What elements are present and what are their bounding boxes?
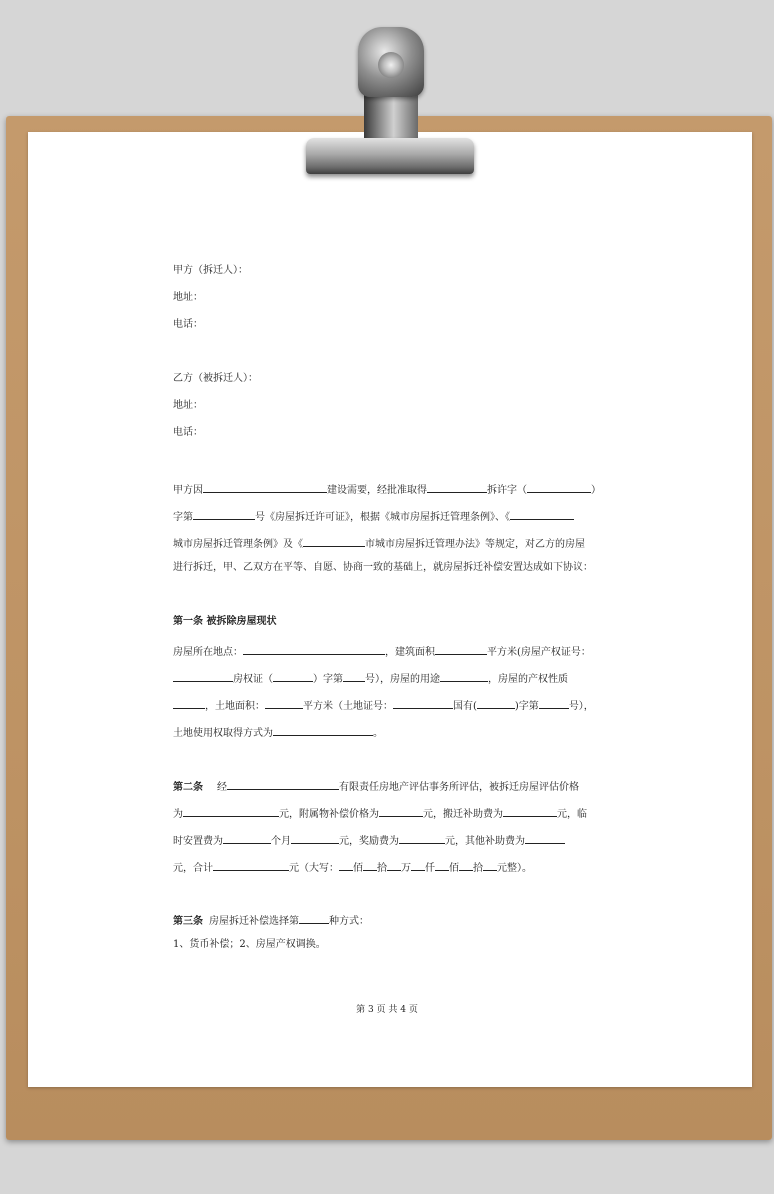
blank-field [427,482,487,493]
blank-field [539,698,569,709]
blank-field [303,536,365,547]
blank-field [299,913,329,924]
blank-field [213,860,289,871]
article-1-line-2: 房权证（ ）字第 号），房屋的用途 ，房屋的产权性质 [173,671,568,685]
blank-field [273,671,313,682]
intro-line-2: 字第 号《房屋拆迁许可证》，根据《城市房屋拆迁管理条例》、《 [173,509,574,523]
blank-field [525,833,565,844]
article-3-heading: 第三条 [173,916,203,927]
intro-line-4: 进行拆迁，甲、乙双方在平等、自愿、协商一致的基础上，就房屋拆迁补偿安置达成如下协议： [173,562,593,573]
blank-field [387,860,401,871]
blank-field [459,860,473,871]
blank-field [440,671,488,682]
blank-field [243,644,385,655]
blank-field [291,833,339,844]
blank-field [173,698,205,709]
blank-field [173,671,233,682]
blank-field [527,482,591,493]
blank-field [193,509,255,520]
blank-field [435,860,449,871]
intro-line-3: 城市房屋拆迁管理条例》及《 市城市房屋拆迁管理办法》等规定，对乙方的房屋 [173,536,585,550]
blank-field [339,860,353,871]
article-2-line-2: 为 元，附属物补偿价格为 元，搬迁补助费为 元，临 [173,806,587,820]
article-2-line-4: 元，合计 元（大写： 佰 拾 万 仟 佰 拾 元整）。 [173,860,532,874]
blank-field [363,860,377,871]
blank-field [183,806,279,817]
blank-field [227,779,339,790]
blank-field [379,806,423,817]
article-1-line-3: ，土地面积： 平方米（土地证号： 国有( )字第 号）， [173,698,594,712]
party-a-title: 甲方（拆迁人）： [173,265,248,276]
blank-field [477,698,515,709]
intro-line-1: 甲方因 建设需要，经批准取得 拆许字（ ） [173,482,601,496]
blank-field [411,860,425,871]
article-3-line-1: 第三条 房屋拆迁补偿选择第 种方式： [173,913,369,927]
document-page [28,132,752,1087]
blank-field [503,806,557,817]
article-1-heading: 第一条 被拆除房屋现状 [173,616,277,627]
article-2-line-1: 第二条 经 有限责任房地产评估事务所评估，被拆迁房屋评估价格 [173,779,579,793]
blank-field [510,509,574,520]
article-1-line-1: 房屋所在地点： ，建筑面积 平方米(房屋产权证号： [173,644,591,658]
article-1-line-4: 土地使用权取得方式为 。 [173,725,383,739]
blank-field [399,833,445,844]
page-number: 第 3 页 共 4 页 [356,1005,418,1015]
blank-field [393,698,453,709]
blank-field [343,671,365,682]
blank-field [265,698,303,709]
article-3-line-2: 1、货币补偿；2、房屋产权调换。 [173,939,326,950]
binder-clip-icon [306,138,474,174]
blank-field [203,482,327,493]
clip-rivet [378,52,404,78]
party-b-title: 乙方（被拆迁人）： [173,373,258,384]
party-a-phone: 电话： [173,319,203,330]
party-a-address: 地址： [173,292,203,303]
blank-field [273,725,373,736]
article-2-heading: 第二条 [173,782,203,793]
blank-field [435,644,487,655]
party-b-phone: 电话： [173,427,203,438]
article-2-line-3: 时安置费为 个月 元，奖励费为 元，其他补助费为 [173,833,565,847]
blank-field [483,860,497,871]
party-b-address: 地址： [173,400,203,411]
blank-field [223,833,271,844]
